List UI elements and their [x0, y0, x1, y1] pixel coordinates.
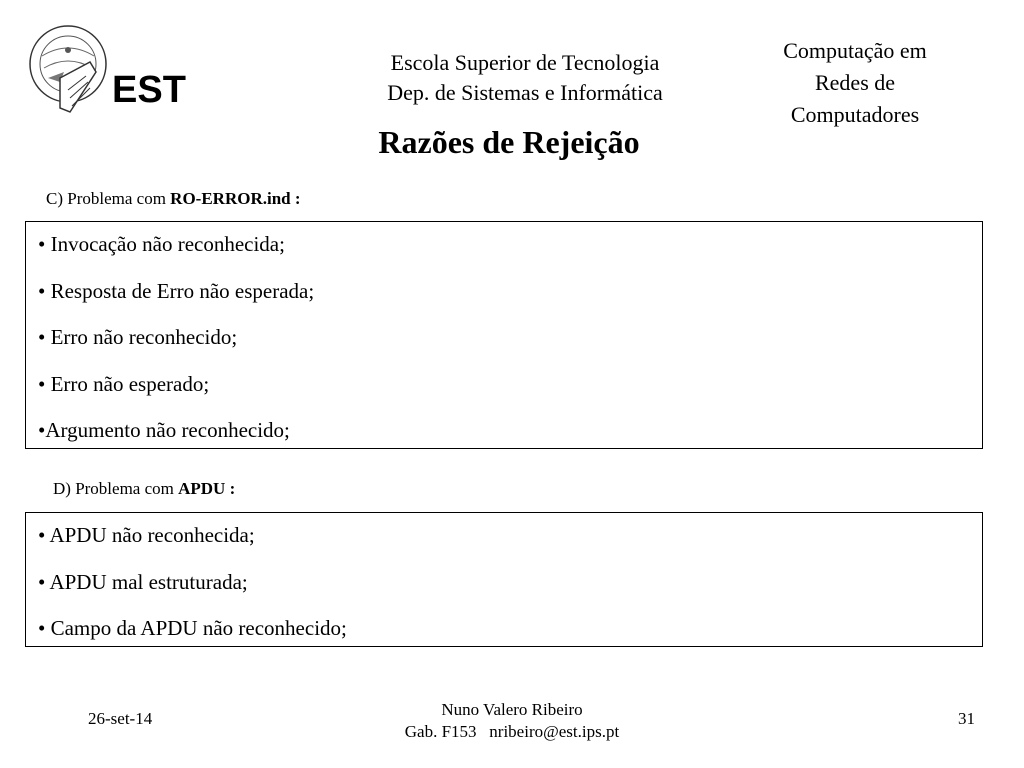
course-line-3: Computadores [790, 102, 920, 127]
section-d-heading-prefix: D) Problema com [53, 479, 179, 498]
list-item: • Resposta de Erro não esperada; [38, 278, 315, 303]
department-name: Dep. de Sistemas e Informática [387, 80, 663, 105]
footer-date: 26-set-14 [88, 709, 153, 728]
logo-text: EST [112, 69, 186, 111]
est-logo-graphic [20, 20, 220, 120]
course-info [745, 35, 965, 131]
section-c-heading-prefix: C) Problema com [46, 189, 171, 208]
section-c-list [38, 232, 970, 465]
page-title [0, 124, 1024, 161]
section-c-heading [46, 189, 301, 209]
list-item: • Campo da APDU não reconhecido; [38, 616, 347, 640]
section-c-heading-bold: RO-ERROR.ind : [170, 189, 301, 208]
est-logo [20, 20, 220, 120]
footer-author: Nuno Valero Ribeiro [441, 700, 583, 719]
course-line-1: Computação em [783, 38, 927, 63]
list-item: • APDU mal estruturada; [38, 569, 248, 594]
footer-author-block [0, 699, 1024, 743]
page-number: 31 [958, 709, 975, 728]
section-d-heading-bold: APDU : [178, 479, 236, 498]
list-item: • Erro não reconhecido; [38, 325, 238, 349]
list-item: •Argumento não reconhecido; [38, 418, 290, 442]
section-d-box [25, 512, 983, 647]
school-name: Escola Superior de Tecnologia [390, 50, 660, 75]
list-item: • APDU não reconhecida; [38, 523, 255, 547]
list-item: • Erro não esperado; [38, 371, 210, 396]
school-info [330, 48, 720, 108]
section-c-box [25, 221, 983, 449]
list-item: • Invocação não reconhecida; [38, 232, 285, 256]
section-d-heading [53, 479, 235, 499]
section-d-list [38, 523, 970, 663]
page-title-text: Razões de Rejeição [378, 124, 640, 160]
footer-contact: Gab. F153 nribeiro@est.ips.pt [404, 722, 620, 741]
course-line-2: Redes de [814, 70, 896, 95]
